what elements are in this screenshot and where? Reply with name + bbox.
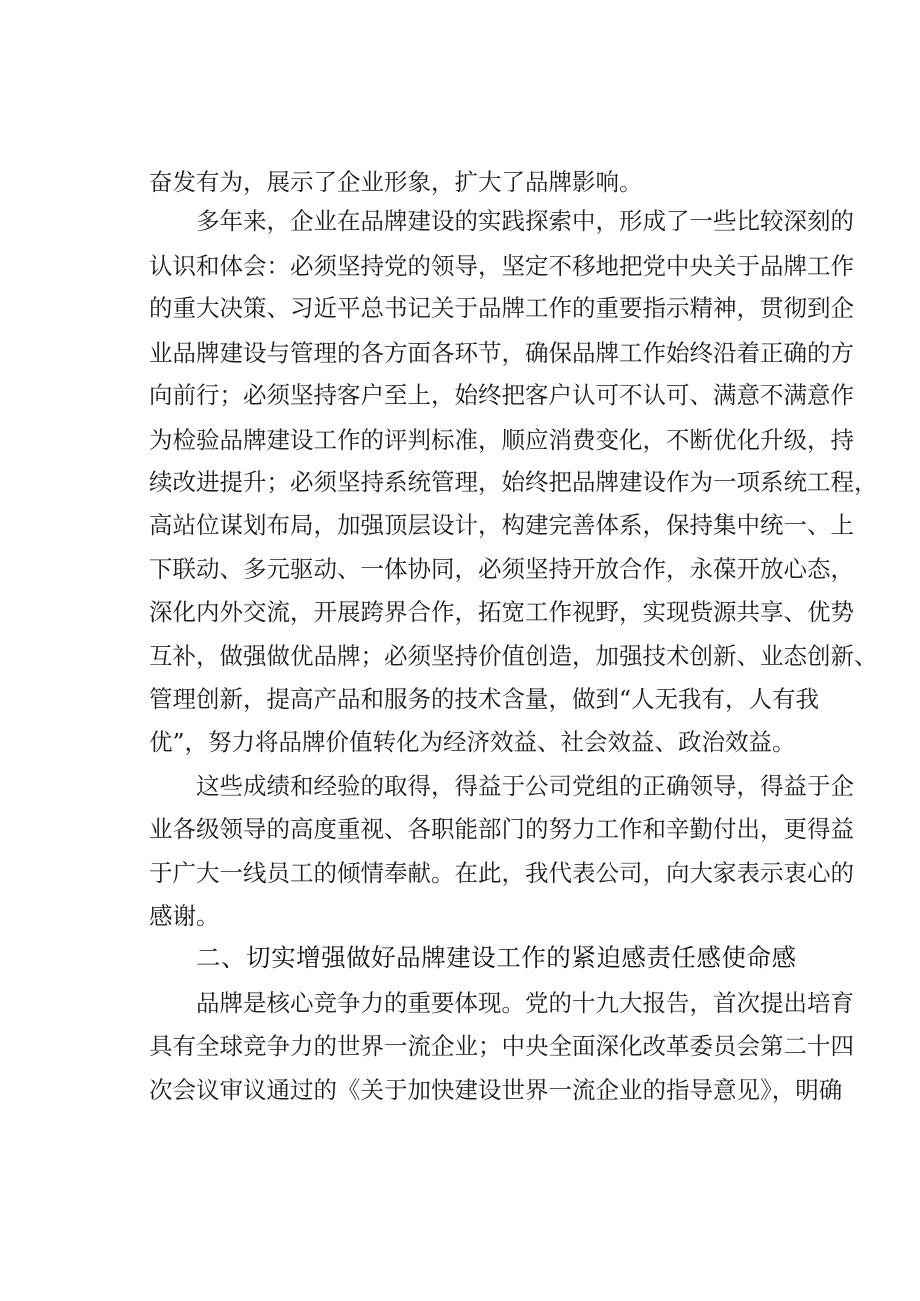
paragraph-line: 感谢。 (149, 902, 220, 930)
paragraph-line: 互补，做强做优品牌；必须坚持价值创造，加强技术创新、业态创新、 (149, 642, 878, 670)
paragraph-line: 下联动、多元驱动、一体协同，必须坚持开放合作，永葆开放心态， (149, 555, 854, 583)
paragraph-line: 管理创新，提高产品和服务的技术含量，做到“人无我有，人有我 (149, 685, 820, 713)
paragraph-line: 业各级领导的高度重视、各职能部门的努力工作和辛勤付出，更得益 (149, 815, 854, 843)
section-heading: 二、切实增强做好品牌建设工作的紧迫感责任感使命感 (196, 943, 796, 972)
paragraph-continuation-line: 奋发有为，展示了企业形象，扩大了品牌影响。 (149, 168, 643, 196)
paragraph-line: 于广大一线员工的倾情奉献。在此，我代表公司，向大家表示衷心的 (149, 859, 854, 887)
paragraph-line: 向前行；必须坚持客户至上，始终把客户认可不认可、满意不满意作 (149, 381, 854, 409)
paragraph-line: 具有全球竞争力的世界一流企业；中央全面深化改革委员会第二十四 (149, 1032, 854, 1060)
paragraph-line: 这些成绩和经验的取得，得益于公司党组的正确领导，得益于企 (196, 772, 854, 800)
paragraph-line: 认识和体会：必须坚持党的领导，坚定不移地把党中央关于品牌工作 (149, 252, 854, 280)
paragraph-line: 为检验品牌建设工作的评判标准，顺应消费变化，不断优化升级，持 (149, 426, 854, 454)
paragraph-line: 多年来，企业在品牌建设的实践探索中，形成了一些比较深刻的 (196, 207, 854, 235)
paragraph-line: 品牌是核心竞争力的重要体现。党的十九大报告，首次提出培育 (196, 989, 854, 1017)
paragraph-line: 深化内外交流，开展跨界合作，拓宽工作视野，实现赀源共享、优势 (149, 598, 854, 626)
paragraph-line: 优”，努力将品牌价值转化为经济效益、社会效益、政治效益。 (149, 728, 796, 756)
paragraph-line: 续改进提升；必须坚持系统管理，始终把品牌建设作为一项系统工程， (149, 468, 878, 496)
paragraph-line: 业品牌建设与管理的各方面各环节，确保品牌工作始终沿着正确的方 (149, 339, 854, 367)
paragraph-line: 的重大决策、习近平总书记关于品牌工作的重要指示精神，贯彻到企 (149, 294, 854, 322)
paragraph-line: 高站位谋划布局，加强顶层设计，构建完善体系，保持集中统一、上 (149, 511, 854, 539)
paragraph-line: 次会议审议通过的《关于加快建设世界一流企业的指导意见》，明确 (149, 1076, 843, 1104)
